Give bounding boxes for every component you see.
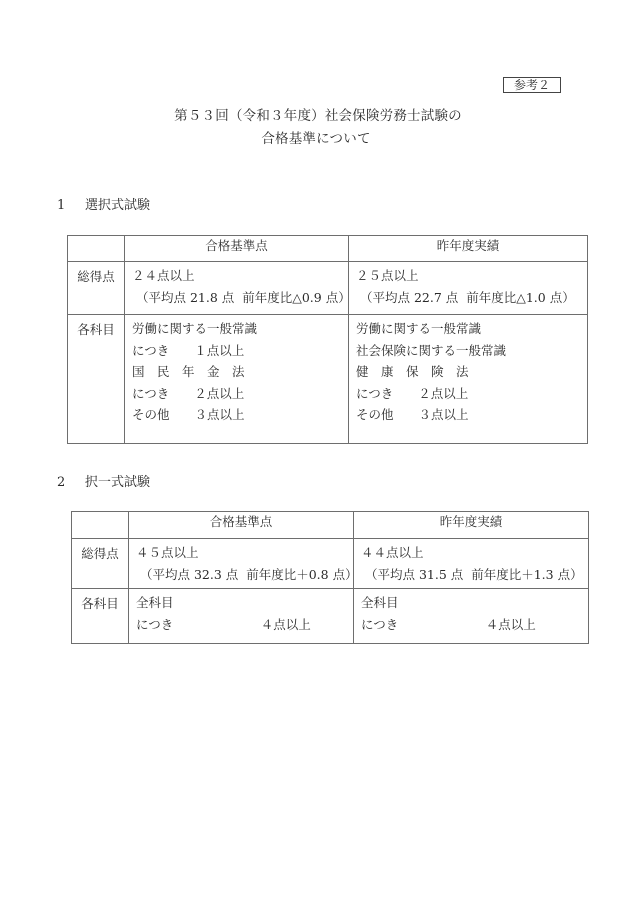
- table-header-row: [68, 236, 588, 262]
- row-label: 各科目: [72, 589, 129, 644]
- table-header-row: [72, 512, 589, 539]
- table-row-subjects: [68, 315, 588, 444]
- previous-cell: [354, 539, 589, 589]
- criteria-line: につき １点以上: [132, 342, 245, 358]
- header-last-year: 昨年度実績: [354, 512, 589, 539]
- table-row-total: [72, 539, 589, 589]
- section-1-heading: [57, 194, 150, 213]
- criteria-line: につき ２点以上: [356, 385, 469, 401]
- current-cell: [129, 589, 354, 644]
- average-line: （平均点 22.7 点 前年度比△1.0 点）: [360, 289, 575, 305]
- current-cell: [125, 315, 349, 444]
- table-row-total: [68, 262, 588, 315]
- reference-badge: 参考２: [503, 77, 561, 93]
- criteria-line: その他 ３点以上: [132, 407, 245, 422]
- score-line: ２５点以上: [356, 268, 419, 283]
- current-cell: [129, 539, 358, 589]
- average-line: （平均点 31.5 点 前年度比＋1.3 点）: [365, 566, 583, 582]
- criteria-line: 労働に関する一般常識: [132, 321, 258, 336]
- criteria-line: につき ４点以上: [361, 616, 536, 632]
- header-last-year: 昨年度実績: [349, 236, 588, 262]
- score-line: ４４点以上: [361, 545, 424, 560]
- header-pass-criteria: 合格基準点: [129, 512, 354, 539]
- score-line: ２４点以上: [132, 268, 195, 283]
- average-line: （平均点 21.8 点 前年度比△0.9 点）: [136, 289, 351, 305]
- criteria-line: 全科目: [136, 595, 174, 610]
- criteria-line: 健 康 保 険 法: [356, 364, 469, 379]
- selection-exam-table: [67, 235, 588, 444]
- document-title-line2: 合格基準について: [261, 131, 371, 147]
- criteria-line: につき ２点以上: [132, 385, 245, 401]
- current-cell: [125, 262, 349, 315]
- section-title: 択一式試験: [85, 475, 151, 490]
- previous-cell: [349, 262, 588, 315]
- average-line: （平均点 32.3 点 前年度比＋0.8 点）: [140, 566, 358, 582]
- section-2-heading: [57, 471, 150, 490]
- criteria-line: 労働に関する一般常識: [356, 321, 482, 336]
- row-label: 各科目: [68, 315, 125, 444]
- criteria-line: 社会保険に関する一般常識: [356, 342, 507, 358]
- section-title: 選択式試験: [85, 198, 151, 213]
- row-label: 総得点: [72, 539, 129, 589]
- score-line: ４５点以上: [136, 545, 199, 560]
- multiple-choice-exam-table: [71, 511, 589, 644]
- criteria-line: その他 ３点以上: [356, 407, 469, 422]
- row-label: 総得点: [68, 262, 125, 315]
- table-row-subjects: [72, 589, 589, 644]
- header-empty: [68, 236, 125, 262]
- section-number: 1: [57, 198, 66, 213]
- document-title-line1: 第５３回（令和３年度）社会保険労務士試験の: [174, 108, 462, 124]
- section-number: 2: [57, 475, 66, 490]
- criteria-line: につき ４点以上: [136, 616, 311, 632]
- previous-cell: [349, 315, 588, 444]
- header-empty: [72, 512, 129, 539]
- header-pass-criteria: 合格基準点: [125, 236, 349, 262]
- criteria-line: 国 民 年 金 法: [132, 364, 245, 379]
- criteria-line: 全科目: [361, 595, 399, 610]
- previous-cell: [354, 589, 589, 644]
